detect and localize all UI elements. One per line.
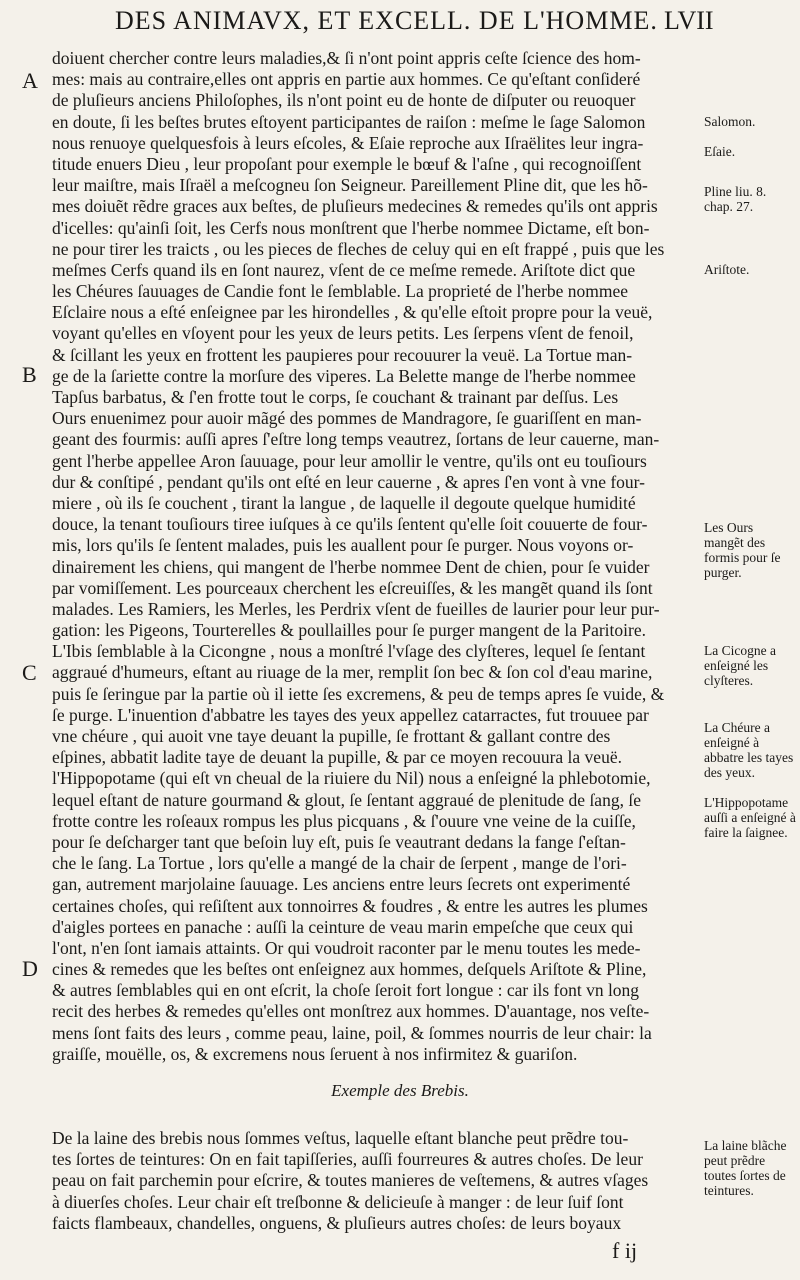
text-line: geant des fourmis: auſſi apres ſ'eſtre long temps veautrez, ſortans de leur cauerne, man-	[52, 429, 660, 450]
text-line: Ours enuenimez pour auoir mãgé des pommes de Mandragore, ſe guariſſent en man-	[52, 408, 642, 429]
text-line: Eſclaire nous a eſté enſeignee par les hirondelles , & qu'elle eſtoit propre pour la veuë,	[52, 302, 653, 323]
text-line: nous renuoye quelquesfois à leurs eſcoles, & Eſaie reproche aux Iſraëlites leur ingra-	[52, 132, 644, 153]
text-line: leur maiſtre, mais Iſraël a meſcogneu ſon Seigneur. Pareillement Pline dit, que les hõ-	[52, 175, 648, 196]
margin-note: L'Hippopotame auſſi a enſeigné à faire la ſaignee.	[704, 795, 796, 840]
section-marker-d: D	[22, 956, 38, 981]
text-line: aggraué d'humeurs, eſtant au riuage de la mer, remplit ſon bec & ſon col d'eau marine,	[52, 662, 653, 683]
section-marker-a: A	[22, 68, 38, 93]
text-line: de pluſieurs anciens Philoſophes, ils n'ont point eu de honte de diſputer ou reuoquer	[52, 90, 636, 111]
text-line: recit des herbes & remedes qu'elles ont monſtrez aux hommes. D'auantage, nos veſte-	[52, 1001, 650, 1022]
text-line: tes ſortes de teintures: On en fait tapiſſeries, auſſi fourreures & autres choſes. De leur	[52, 1149, 643, 1170]
text-line: & ſcillant les yeux en frottent les paupieres pour recouurer la veuë. La Tortue man-	[52, 344, 633, 365]
text-line: ſe purge. L'inuention d'abbatre les tayes des yeux appellez catarractes, fut trouuee par	[52, 704, 649, 725]
text-line: che le ſang. La Tortue , lors qu'elle a mangé de la chair de ſerpent , mange de l'ori-	[52, 853, 627, 874]
text-line: malades. Les Ramiers, les Merles, les Perdrix vſent de fueilles de laurier pour leur pur-	[52, 598, 660, 619]
text-line: doiuent chercher contre leurs maladies,& ſi n'ont point appris ceſte ſcience des hom-	[52, 48, 641, 68]
text-line: mis, lors qu'ils ſe ſentent malades, puis les auallent pour ſe purger. Nous voyons or-	[52, 535, 634, 556]
text-line: certaines choſes, qui reſiſtent aux tonnoirres & foudres , & entre les autres les plumes	[52, 895, 648, 916]
text-line: mes: mais au contraire,elles ont appris en partie aux hommes. Ce qu'eſtant conſideré	[52, 69, 641, 90]
secondary-text	[52, 1128, 700, 1234]
text-line: pour ſe deſcharger tant que beſoin luy eſt, puis ſe veautrant dedans la fange ſ'eſtan-	[52, 831, 626, 852]
running-title: DES ANIMAVX, ET EXCELL. DE L'HOMME.	[115, 6, 658, 35]
section-marker-c: C	[22, 660, 37, 685]
text-line: ge de la ſariette contre la morſure des viperes. La Belette mange de l'herbe nommee	[52, 365, 636, 386]
section-heading: Exemple des Brebis.	[331, 1081, 469, 1100]
text-line: l'ont, n'en ſont iamais attaints. Or qui voudroit raconter par le menu toutes les mede-	[52, 937, 641, 958]
text-line: voyant qu'elles en vſoyent pour les yeux de leurs petits. Les ſerpens vſent de fenoil,	[52, 323, 634, 344]
text-line: De la laine des brebis nous ſommes veſtus, laquelle eſtant blanche peut prẽdre tou-	[52, 1128, 629, 1148]
margin-note: La Cicogne a enſeigné les clyſteres.	[704, 643, 776, 688]
text-line: cines & remedes que les beſtes ont enſeignez aux hommes, deſquels Ariſtote & Pline,	[52, 959, 647, 980]
text-line: à diuerſes choſes. Leur chair eſt treſbonne & delicieuſe à manger : de leur ſuif ſont	[52, 1191, 624, 1212]
text-line: dur & conſtipé , pendant qu'ils ont eſté en leur cauerne , & apres ſ'en vont à vne four-	[52, 471, 645, 492]
text-line: ne pour tirer les traicts , ou les pieces de fleches de celuy qui en eſt frappé , puis que les	[52, 238, 665, 259]
margin-note: Ariſtote.	[704, 262, 750, 277]
text-line: titude enuers Dieu , leur propoſant pour exemple le bœuf & l'aſne , qui recognoiſſent	[52, 153, 642, 174]
text-line: d'icelles: qu'ainſi ſoit, les Cerfs nous monſtrent que l'herbe nommee Dictame, eſt bon-	[52, 217, 650, 238]
text-line: & autres ſemblables qui en ont eſcrit, la choſe ſeroit fort longue : car ils font vn long	[52, 980, 640, 1001]
text-line: l'Hippopotame (qui eſt vn cheual de la riuiere du Nil) nous a enſeigné la phlebotomie,	[52, 768, 651, 789]
text-line: frotte contre les roſeaux rompus les plus picquans , & ſ'ouure vne veine de la cuiſſe,	[52, 810, 636, 831]
margin-note: Les Ours mangẽt des formis pour ſe purger.	[704, 520, 781, 580]
page-header	[40, 0, 780, 44]
text-line: par vomiſſement. Les pourceaux cherchent les eſcreuiſſes, & les mangẽt quand ils ſont	[52, 577, 653, 598]
text-line: douce, la tenant touſiours tiree iuſques à ce qu'ils ſentent qu'elle ſoit couuerte de four-	[52, 514, 648, 535]
signature-mark: f ij	[612, 1238, 638, 1263]
text-line: les Chéures ſauuages de Candie font le ſemblable. La proprieté de l'herbe nommee	[52, 281, 629, 302]
text-line: Tapſus barbatus, & ſ'en frotte tout le corps, ſe couchant & trainant par deſſus. Les	[52, 387, 619, 407]
folio-number: LVII	[664, 6, 714, 35]
text-line: gan, autrement marjolaine ſauuage. Les anciens entre leurs ſecrets ont experimenté	[52, 874, 631, 895]
text-line: lequel eſtant de nature gourmand & glout, ſe ſentant aggraué de plenitude de ſang, ſe	[52, 789, 641, 810]
margin-note: Pline liu. 8. chap. 27.	[704, 184, 767, 214]
margin-note: Salomon.	[704, 114, 756, 129]
section-marker-b: B	[22, 362, 37, 387]
text-line: mes doiuẽt rẽdre graces aux beſtes, de pluſieurs medecines & remedes qu'ils ont appris	[52, 196, 658, 217]
text-line: gation: les Pigeons, Tourterelles & poullailles pour ſe purger mangent de la Paritoire.	[52, 620, 646, 641]
text-line: gent l'herbe appellee Aron ſauuage, pour leur amollir le ventre, qu'ils ont eu touſiours	[52, 450, 647, 471]
text-line: puis ſe ſeringue par la partie où il iette ſes excremens, & peu de temps apres ſe vuide, &	[52, 683, 665, 704]
text-line: meſmes Cerfs quand ils en ſont naurez, vſent de ce meſme remede. Ariſtote dict que	[52, 259, 636, 280]
text-line: peau on fait parchemin pour eſcrire, & toutes manieres de veſtemens, & autres vſages	[52, 1170, 649, 1191]
text-line: dinairement les chiens, qui mangent de l'herbe nommee Dent de chien, pour ſe vuider	[52, 556, 650, 577]
margin-note: La laine blãche peut prẽdre toutes ſortes de teintures.	[704, 1138, 787, 1198]
text-line: vne chéure , qui auoit vne taye deuant la pupille, ſe frottant & gallant contre des	[52, 726, 611, 746]
text-line: graiſſe, mouëlle, os, & excremens nous ſeruent à nos infirmitez & guariſon.	[52, 1043, 578, 1064]
text-line: eſpines, abbatit ladite taye de deuant la pupille, & par ce moyen recouura la veuë.	[52, 747, 622, 768]
text-line: mens ſont faits des leurs , comme peau, laine, poil, & ſommes nourris de leur chair: la	[52, 1022, 652, 1043]
main-text	[52, 48, 700, 1065]
text-line: miere , où ils ſe couchent , tirant la langue , de laquelle il degoute quelque humidité	[52, 492, 636, 513]
text-line: faicts flambeaux, chandelles, onguens, & pluſieurs autres choſes: de leurs boyaux	[52, 1212, 622, 1233]
text-line: d'aigles portees en panache : auſſi la ceinture de veau marin empeſche que ceux qui	[52, 916, 634, 937]
text-line: en doute, ſi les beſtes brutes eſtoyent participantes de raiſon : meſme le ſage Salomon	[52, 111, 646, 132]
margin-note: Eſaie.	[704, 144, 736, 159]
margin-note: La Chéure a enſeigné à abbatre les tayes des yeux.	[704, 720, 794, 780]
text-line: L'Ibis ſemblable à la Cicongne , nous a monſtré l'vſage des clyſteres, lequel ſe ſentant	[52, 641, 646, 662]
